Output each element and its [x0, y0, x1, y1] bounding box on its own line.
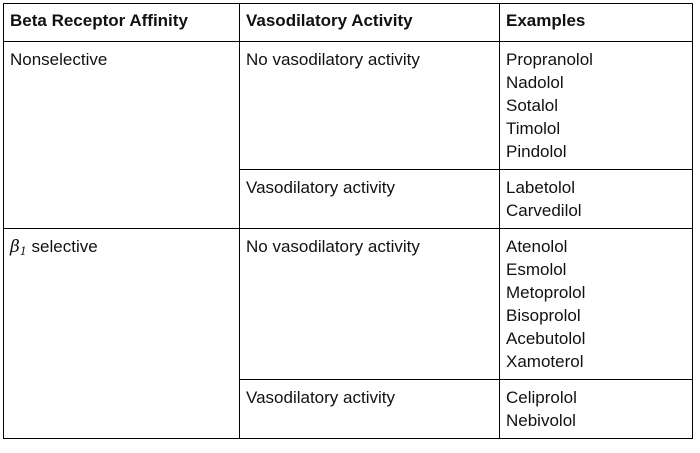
drug-name: Celiprolol	[506, 388, 577, 407]
table-row	[4, 42, 693, 170]
activity-cell	[240, 380, 500, 439]
drug-name: Esmolol	[506, 260, 567, 279]
affinity-label: Nonselective	[10, 50, 108, 69]
drug-name: Propranolol	[506, 50, 593, 69]
activity-label: Vasodilatory activity	[246, 388, 395, 407]
drug-name: Timolol	[506, 119, 561, 138]
beta-blocker-table	[3, 3, 693, 439]
affinity-cell-beta1-selective	[4, 229, 240, 439]
beta-subscript: 1	[19, 245, 27, 258]
examples-cell	[500, 380, 693, 439]
examples-cell	[500, 42, 693, 170]
activity-cell	[240, 229, 500, 380]
affinity-label: selective	[26, 237, 98, 256]
activity-label: Vasodilatory activity	[246, 178, 395, 197]
drug-name: Carvedilol	[506, 201, 582, 220]
drug-name: Metoprolol	[506, 283, 586, 302]
drug-name: Pindolol	[506, 142, 567, 161]
examples-cell	[500, 170, 693, 229]
header-vasodilatory: Vasodilatory Activity	[240, 4, 500, 42]
drug-name: Acebutolol	[506, 329, 586, 348]
drug-name: Xamoterol	[506, 352, 584, 371]
header-affinity: Beta Receptor Affinity	[4, 4, 240, 42]
examples-cell	[500, 229, 693, 380]
affinity-cell-nonselective	[4, 42, 240, 229]
activity-label: No vasodilatory activity	[246, 50, 420, 69]
drug-name: Nebivolol	[506, 411, 576, 430]
drug-name: Bisoprolol	[506, 306, 581, 325]
header-row	[4, 4, 693, 42]
drug-name: Labetolol	[506, 178, 576, 197]
beta-symbol: β	[10, 237, 20, 257]
activity-cell	[240, 42, 500, 170]
activity-cell	[240, 170, 500, 229]
drug-name: Atenolol	[506, 237, 568, 256]
table-row	[4, 229, 693, 380]
drug-name: Sotalol	[506, 96, 558, 115]
activity-label: No vasodilatory activity	[246, 237, 420, 256]
drug-name: Nadolol	[506, 73, 564, 92]
header-examples: Examples	[500, 4, 693, 42]
